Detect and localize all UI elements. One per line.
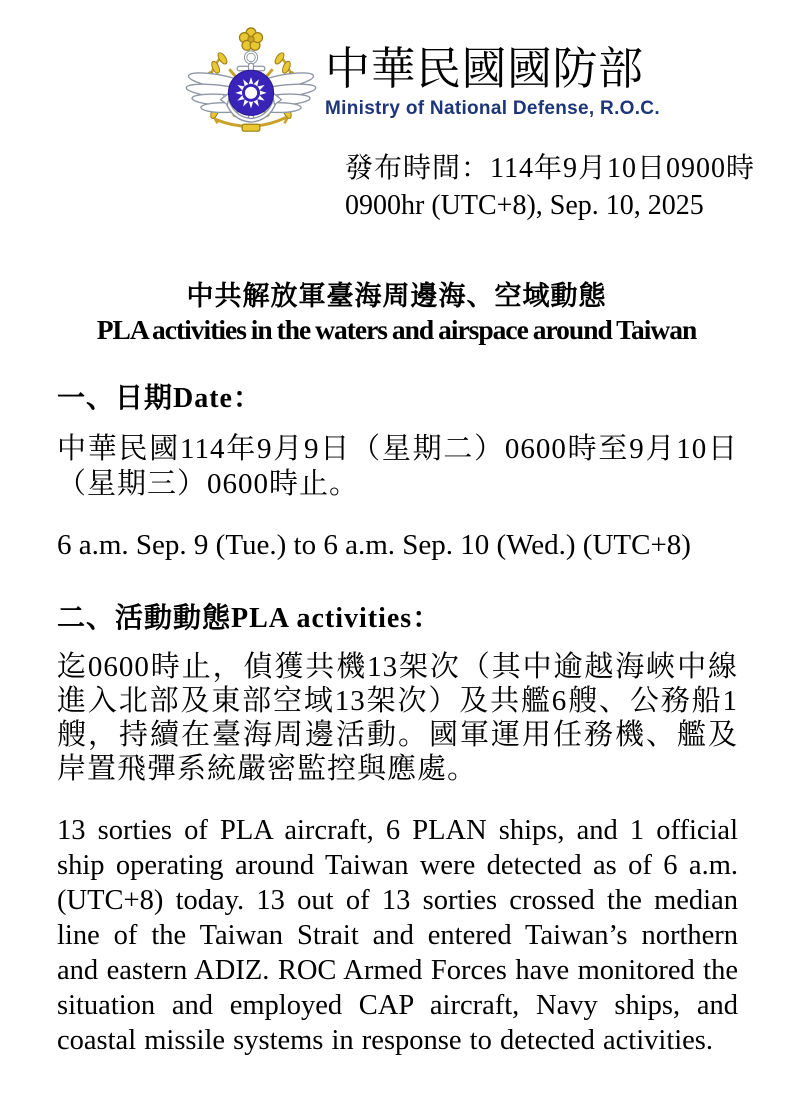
release-time-zh: 發布時間：114年9月10日0900時: [345, 153, 755, 184]
section-date-heading: 一、日期Date：: [57, 383, 262, 414]
org-name-zh: 中華民國國防部: [325, 44, 644, 94]
doc-title: [0, 280, 793, 346]
doc-title-en: PLA activities in the waters and airspace around Taiwan: [96, 314, 697, 345]
date-paragraph-en: 6 a.m. Sep. 9 (Tue.) to 6 a.m. Sep. 10 (Wed.) (UTC+8): [57, 529, 691, 561]
release-time: [345, 150, 755, 224]
org-name-en: Ministry of National Defense, R.O.C.: [325, 97, 660, 119]
org-names: [325, 24, 660, 120]
activities-paragraph-en: 13 sorties of PLA aircraft, 6 PLAN ships, and 1 official ship operating around Taiwan were detected as of 6 a.m. (UTC+8) today. 13 out of 13 sorties crossed the median line of the Taiwan Strait and entered Taiwan’s northern and eastern ADIZ. ROC Armed Forces have monitored the situation and employed CAP aircraft, Navy ships, and coastal missile systems in response to detected activities.: [57, 815, 738, 1056]
activities-paragraph-zh: 迄0600時止，偵獲共機13架次（其中逾越海峽中線進入北部及東部空域13架次）及共艦6艘、公務船1艘，持續在臺海周邊活動。國軍運用任務機、艦及岸置飛彈系統嚴密監控與應處。: [57, 651, 738, 785]
date-paragraph-zh: 中華民國114年9月9日（星期二）0600時至9月10日（星期三）0600時止。: [57, 433, 738, 500]
plum-blossom-icon: [239, 28, 262, 50]
doc-title-zh: 中共解放軍臺海周邊海、空域動態: [186, 281, 607, 311]
mnd-emblem: [181, 24, 321, 140]
header: [181, 24, 660, 140]
release-time-en: 0900hr (UTC+8), Sep. 10, 2025: [345, 190, 704, 221]
mnd-emblem-graphic: [181, 24, 321, 140]
sun-disc-icon: [228, 70, 273, 115]
section-activities-heading: 二、活動動態PLA activities：: [57, 603, 442, 634]
